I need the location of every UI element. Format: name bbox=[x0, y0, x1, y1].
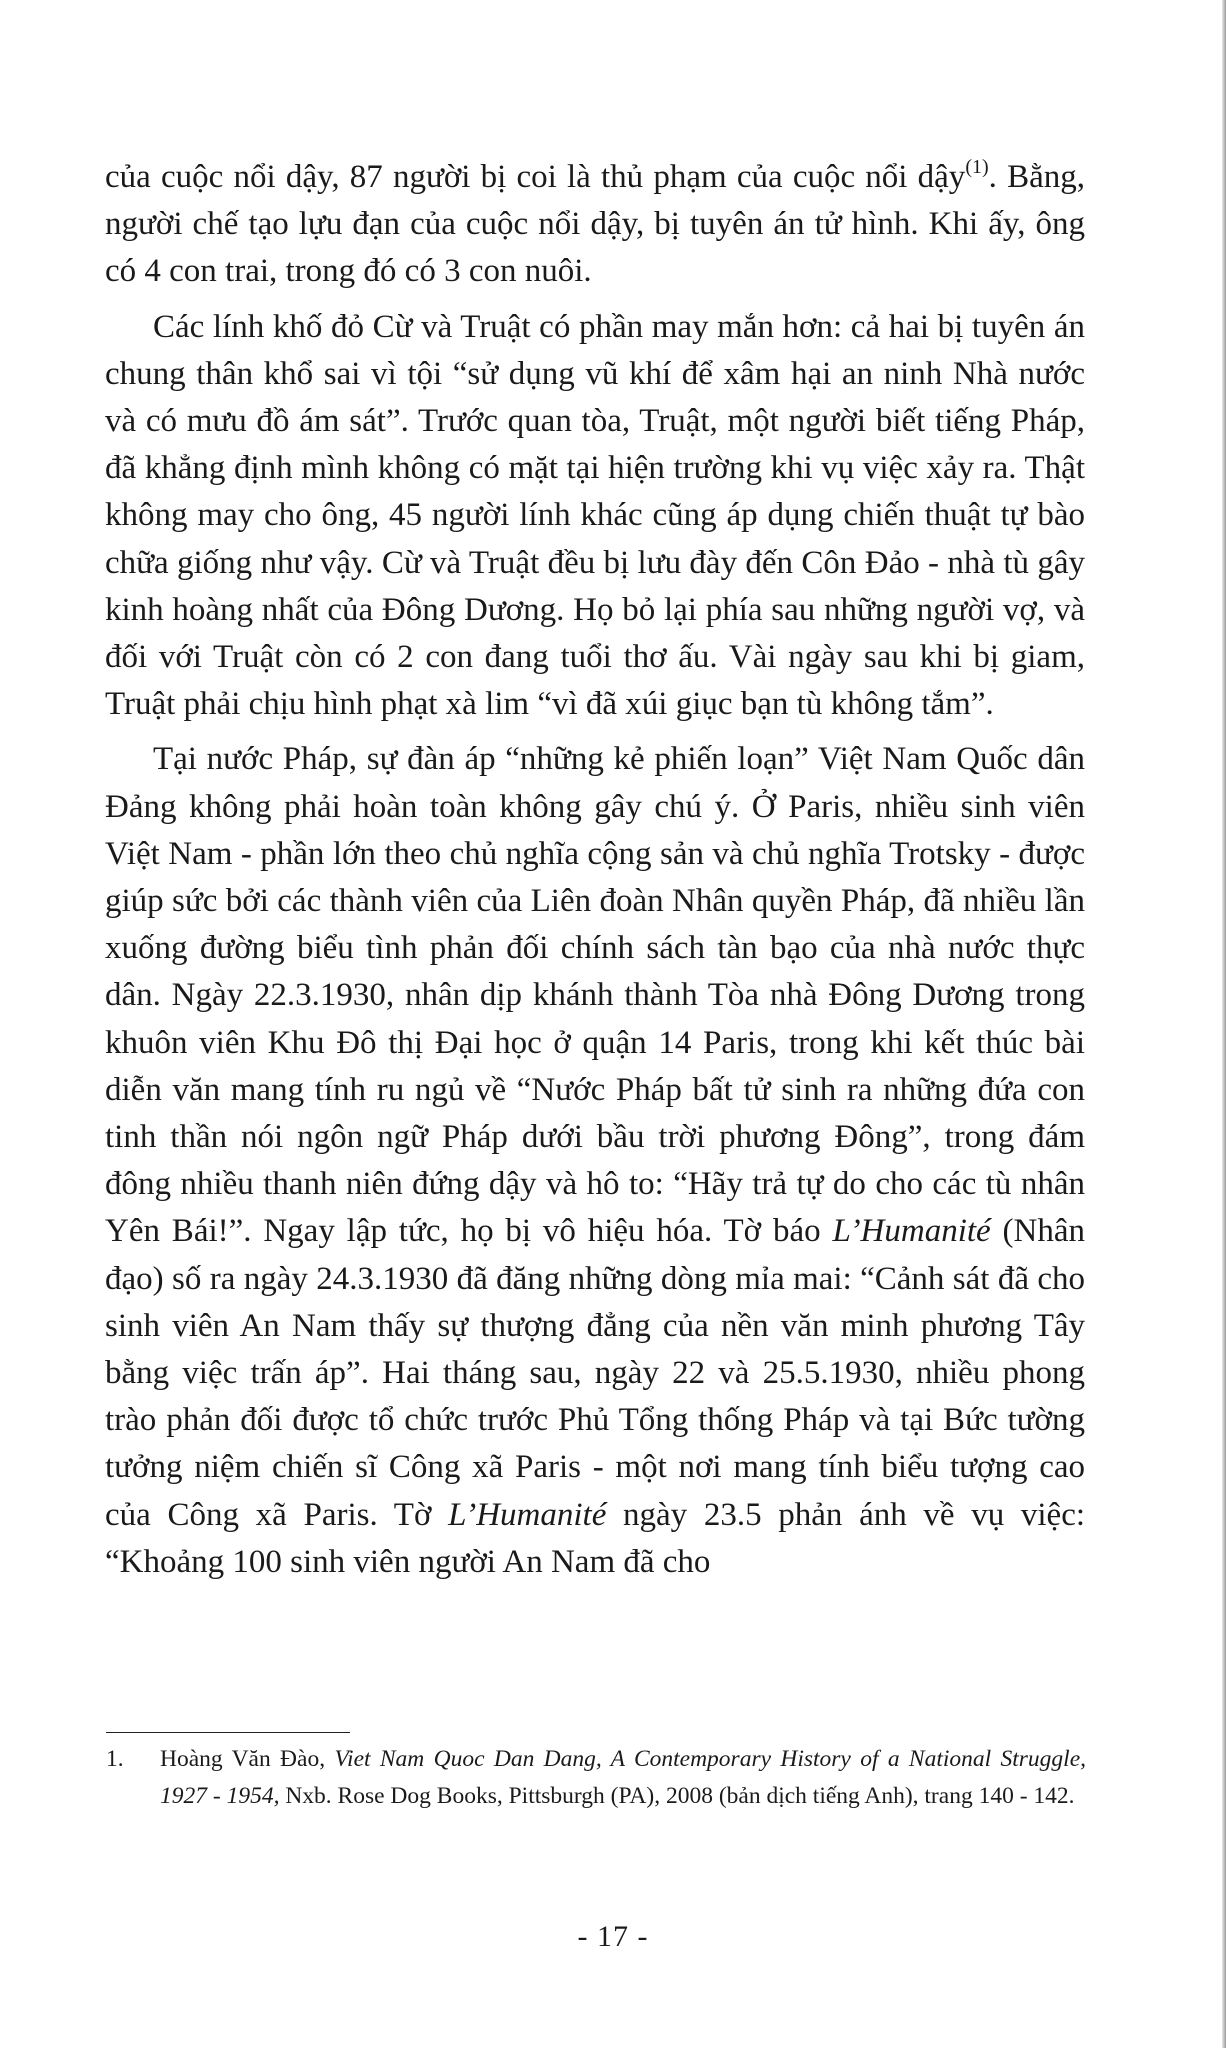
newspaper-title: L’Humanité bbox=[448, 1496, 607, 1533]
paragraph-1 bbox=[105, 154, 1085, 296]
paragraph-3-text-part1: Tại nước Pháp, sự đàn áp “những kẻ phiến loạn” Việt Nam Quốc dân Đảng không phải hoàn toàn không gây chú ý. Ở Paris, nhiều sinh viên Việt Nam - phần lớn theo chủ nghĩa cộng sản và chủ nghĩa Trotsky - được giúp sức bởi các thành viên của Liên đoàn Nhân quyền Pháp, đã nhiều lần xuống đường biểu tình phản đối chính sách tàn bạo của nhà nước thực dân. Ngày 22.3.1930, nhân dịp khánh thành Tòa nhà Đông Dương trong khuôn viên Khu Đô thị Đại học ở quận 14 Paris, trong khi kết thúc bài diễn văn mang tính ru ngủ về “Nước Pháp bất tử sinh ra những đứa con tinh thần nói ngôn ngữ Pháp dưới bầu trời phương Đông”, trong đám đông nhiều thanh niên đứng dậy và hô to: “Hãy trả tự do cho các tù nhân Yên Bái!”. Ngay lập tức, họ bị vô hiệu hóa. Tờ báo bbox=[105, 741, 1085, 1250]
footnote-book-title: Viet Nam Quoc Dan Dang, A Contemporary History of a National Struggle, 1927 - 1954, bbox=[160, 1746, 1087, 1809]
page-edge-shadow bbox=[1222, 0, 1226, 2048]
footnote-reference[interactable]: (1) bbox=[965, 156, 989, 178]
footnote-author: Hoàng Văn Đào, bbox=[160, 1746, 335, 1772]
paragraph-2: Các lính khố đỏ Cừ và Truật có phần may mắn hơn: cả hai bị tuyên án chung thân khổ sai vì tội “sử dụng vũ khí để xâm hại an ninh Nhà nước và có mưu đồ ám sát”. Trước quan tòa, Truật, một người biết tiếng Pháp, đã khẳng định mình không có mặt tại hiện trường khi vụ việc xảy ra. Thật không may cho ông, 45 người lính khác cũng áp dụng chiến thuật tự bào chữa giống như vậy. Cừ và Truật đều bị lưu đày đến Côn Đảo - nhà tù gây kinh hoàng nhất của Đông Dương. Họ bỏ lại phía sau những người vợ, và đối với Truật còn có 2 con đang tuổi thơ ấu. Vài ngày sau khi bị giam, Truật phải chịu hình phạt xà lim “vì đã xúi giục bạn tù không tắm”. bbox=[105, 308, 1085, 723]
footnote-divider bbox=[106, 1732, 350, 1733]
footnote-publication: Nxb. Rose Dog Books, Pittsburgh (PA), 2008 (bản dịch tiếng Anh), trang 140 - 142. bbox=[279, 1783, 1075, 1809]
paragraph-1-text-start: của cuộc nổi dậy, 87 người bị coi là thủ phạm của cuộc nổi dậy bbox=[105, 159, 966, 195]
paragraph-3 bbox=[105, 736, 1085, 1586]
footnote bbox=[106, 1741, 1086, 1815]
page-number: - 17 - bbox=[577, 1920, 649, 1953]
newspaper-title: L’Humanité bbox=[832, 1213, 991, 1250]
paragraph-3-text-part2: (Nhân đạo) số ra ngày 24.3.1930 đã đăng những dòng mỉa mai: “Cảnh sát đã cho sinh viên An Nam thấy sự thượng đẳng của nền văn minh phương Tây bằng việc trấn áp”. Hai tháng sau, ngày 22 và 25.5.1930, nhiều phong trào phản đối được tổ chức trước Phủ Tổng thống Pháp và tại Bức tường tưởng niệm chiến sĩ Công xã Paris - một nơi mang tính biểu tượng cao của Công xã Paris. Tờ bbox=[105, 1213, 1086, 1533]
footnote-number: 1. bbox=[106, 1746, 124, 1772]
paragraph-1-text-end: . Bằng, người chế tạo lựu đạn của cuộc nổi dậy, bị tuyên án tử hình. Khi ấy, ông có 4 con trai, trong đó có 3 con nuôi. bbox=[105, 159, 1085, 290]
body-text bbox=[105, 154, 1085, 1594]
footnote-text bbox=[160, 1741, 1086, 1815]
paragraph-3-text-part3: ngày 23.5 phản ánh về vụ việc: “Khoảng 100 sinh viên người An Nam đã cho bbox=[105, 1496, 1086, 1580]
